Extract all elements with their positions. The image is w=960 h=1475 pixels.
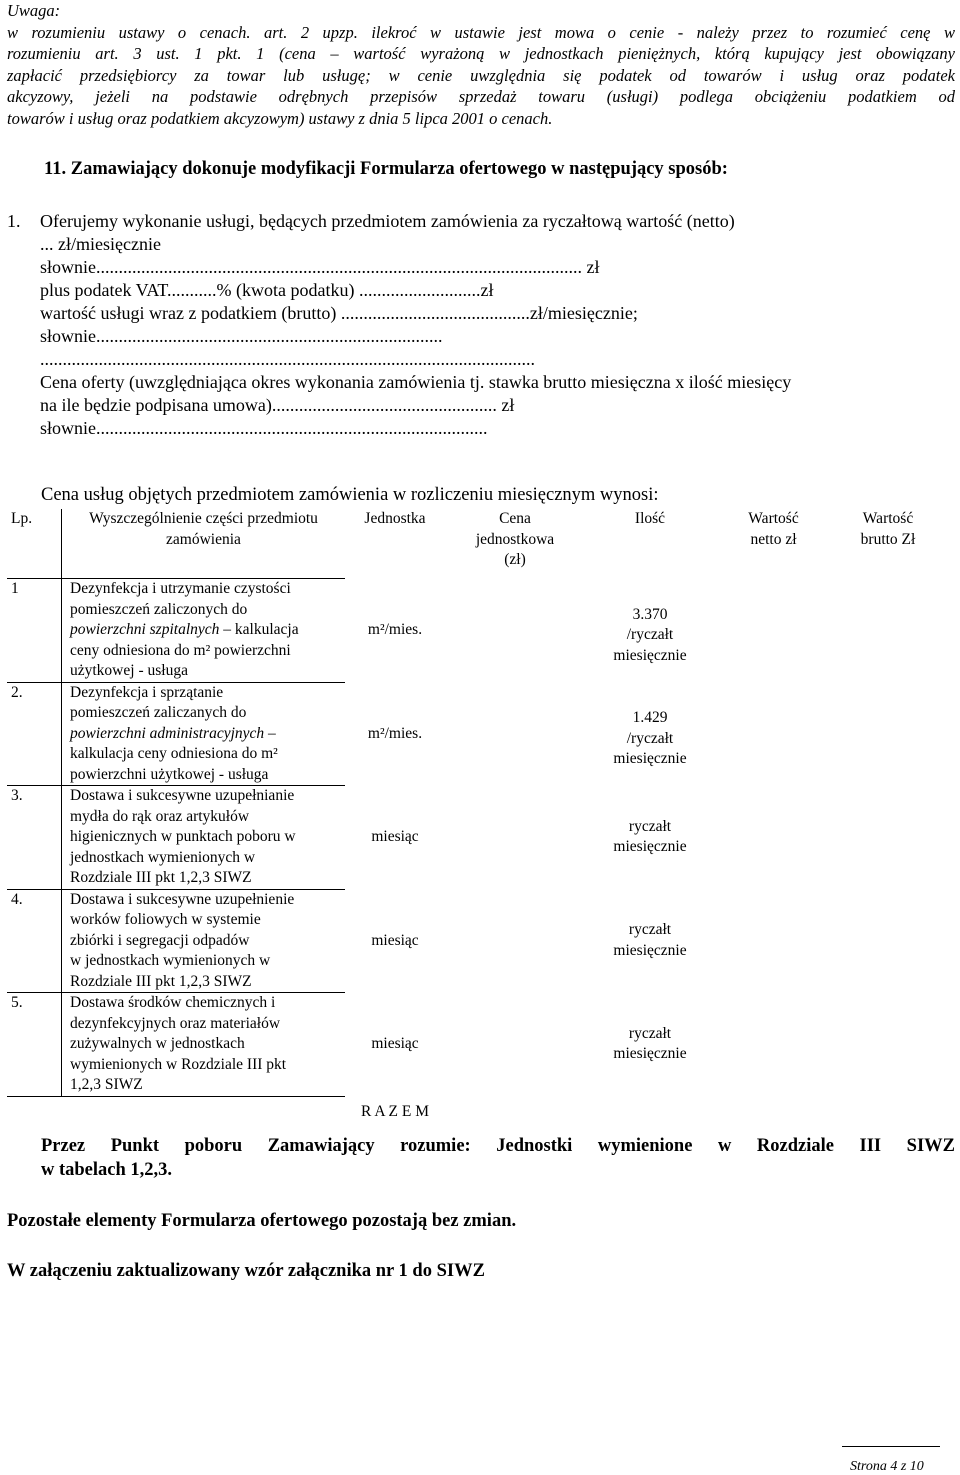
offer-line: wartość usługi wraz z podatkiem (brutto) ..........................................zł/miesięcznie; (40, 303, 638, 323)
row-unit: m²/mies. (367, 621, 423, 638)
row-quantity: ryczałt miesięcznie (613, 817, 687, 856)
notice-heading: Uwaga: (7, 1, 61, 20)
attachment-note: W załączeniu zaktualizowany wzór załącznika nr 1 do SIWZ (7, 1261, 485, 1281)
table-row (7, 579, 944, 683)
row-lp: 5. (7, 993, 62, 1097)
header-gross-value: Wartość brutto Zł (860, 510, 916, 548)
row-net-value (715, 786, 832, 890)
row-description: Dostawa i sukcesywne uzupełnianie mydła do rąk oraz artykułów higienicznych w punktach poboru w jednostkach wymienionych w Rozdziale III pkt 1,2,3 SIWZ (62, 786, 346, 890)
offer-line: na ile będzie podpisana umowa).................................................. zł (40, 395, 515, 415)
total-label: R A Z E M (360, 1103, 430, 1120)
header-unit-price: Cena jednostkowa (zł) (475, 510, 555, 568)
table-row (7, 682, 944, 786)
row-gross-value (832, 682, 944, 786)
row-gross-value (832, 993, 944, 1097)
footer-divider (842, 1446, 940, 1447)
row-gross-value (832, 889, 944, 993)
row-net-value (715, 993, 832, 1097)
row-description: Dezynfekcja i utrzymanie czystości pomieszczeń zaliczonych do powierzchni szpitalnych – kalkulacja ceny odniesiona do m² powierzchni użytkowej - usługa (62, 579, 346, 683)
row-quantity: ryczałt miesięcznie (613, 921, 687, 959)
offer-section (7, 210, 947, 440)
row-quantity: ryczałt miesięcznie (613, 1024, 687, 1063)
row-gross-value (832, 579, 944, 683)
offer-line: słownie............................................................................................................ zł (40, 257, 600, 277)
section-heading: 11. Zamawiający dokonuje modyfikacji Formularza ofertowego w następujący sposób: (44, 159, 728, 179)
row-unit: miesiąc (371, 1035, 419, 1052)
row-description: Dostawa środków chemicznych i dezynfekcyjnych oraz materiałów zużywalnych w jednostkach wymienionych w Rozdziale III pkt 1,2,3 SIWZ (62, 993, 346, 1097)
row-net-value (715, 682, 832, 786)
table-total-row (7, 1096, 944, 1123)
header-description: Wyszczególnienie części przedmiotu zamówienia (62, 509, 346, 579)
row-unit-price (445, 682, 585, 786)
row-unit-price (445, 889, 585, 993)
row-lp: 4. (7, 889, 62, 993)
offer-item-number: 1. (7, 211, 21, 231)
table-row (7, 786, 944, 890)
row-lp: 3. (7, 786, 62, 890)
row-quantity: 1.429 /ryczałt miesięcznie (613, 709, 687, 767)
collection-point-line: w tabelach 1,2,3. (41, 1160, 173, 1180)
row-unit-price (445, 993, 585, 1097)
row-gross-value (832, 786, 944, 890)
offer-line: .............................................................................................................. (40, 349, 535, 369)
row-unit: miesiąc (371, 931, 419, 949)
header-quantity: Ilość (634, 510, 666, 527)
collection-point-line: Przez Punkt poboru Zamawiający rozumie: Jednostki wymienione w Rozdziale III SIWZ (41, 1136, 955, 1156)
offer-line: ... zł/miesięcznie (40, 234, 161, 254)
row-lp: 1 (7, 579, 62, 683)
offer-line: Cena oferty (uwzględniająca okres wykonania zamówienia tj. stawka brutto miesięczna x ilość miesięcy (40, 372, 792, 392)
notice-line: akcyzowy, jeżeli na podstawie odrębnych przepisów sprzedaż towaru (usługi) podlega obciążeniu podatkiem od (7, 87, 955, 106)
row-net-value (715, 889, 832, 993)
notice-line: zapłacić przedsiębiorcy za towar lub usługę; w cenie uwzględnia się podatek od towarów i usług oraz podatek (7, 65, 955, 85)
offer-line: słownie............................................................................. (40, 326, 443, 346)
price-definition-notice (7, 0, 955, 129)
row-unit: miesiąc (371, 828, 419, 845)
table-header-row (7, 509, 944, 579)
remaining-elements-note: Pozostałe elementy Formularza ofertowego pozostają bez zmian. (7, 1211, 517, 1231)
row-quantity: 3.370 /ryczałt miesięcznie (613, 605, 687, 664)
offer-line: Oferujemy wykonanie usługi, będących przedmiotem zamówienia za ryczałtową wartość (netto) (40, 211, 735, 231)
header-net-value: Wartość netto zł (748, 510, 799, 548)
offer-line: słownie....................................................................................... (40, 418, 488, 438)
table-row (7, 993, 944, 1097)
offer-line: plus podatek VAT...........% (kwota podatku) ...........................zł (40, 280, 494, 300)
row-description: Dezynfekcja i sprzątanie pomieszczeń zaliczanych do powierzchni administracyjnych – kalkulacja ceny odniesiona do m² powierzchni użytkowej - usługa (62, 682, 346, 786)
notice-line: towarów i usług oraz podatkiem akcyzowym) ustawy z dnia 5 lipca 2001 o cenach. (7, 108, 553, 128)
row-unit: m²/mies. (367, 724, 423, 742)
collection-point-note (41, 1134, 955, 1182)
row-description: Dostawa i sukcesywne uzupełnienie worków foliowych w systemie zbiórki i segregacji odpadów w jednostkach wymienionych w Rozdziale III pkt 1,2,3 SIWZ (62, 889, 346, 993)
header-unit: Jednostka (364, 510, 426, 527)
table-title: Cena usług objętych przedmiotem zamówienia w rozliczeniu miesięcznym wynosi: (41, 485, 659, 505)
row-lp: 2. (7, 682, 62, 786)
notice-line: w rozumieniu ustawy o cenach. art. 2 upzp. ilekroć w ustawie jest mowa o cenie - należy przez to rozumieć cenę w (7, 22, 955, 42)
header-lp: Lp. (11, 510, 33, 527)
price-table (7, 509, 945, 1123)
row-unit-price (445, 786, 585, 890)
notice-line: rozumieniu art. 3 ust. 1 pkt. 1 (cena – wartość wyrażoną w jednostkach pieniężnych, którą kupujący jest obowiązany (7, 44, 955, 63)
page-number: Strona 4 z 10 (850, 1459, 924, 1474)
row-unit-price (445, 579, 585, 683)
table-row (7, 889, 944, 993)
row-net-value (715, 579, 832, 683)
